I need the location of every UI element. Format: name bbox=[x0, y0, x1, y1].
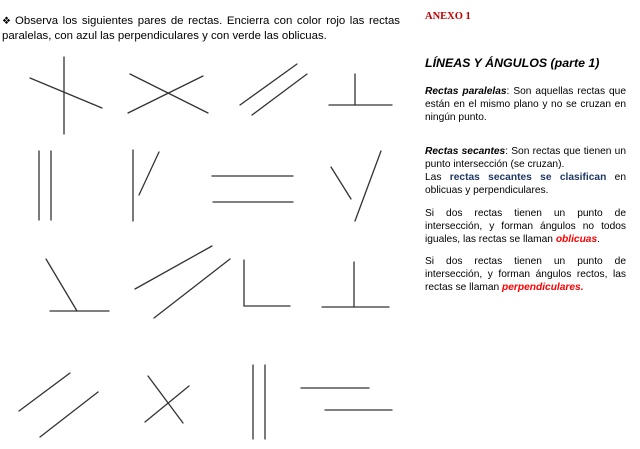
line bbox=[46, 259, 77, 311]
line-pair-12[interactable] bbox=[322, 262, 389, 307]
parallel-definition bbox=[425, 85, 626, 124]
page-title: LÍNEAS Y ÁNGULOS (parte 1) bbox=[425, 56, 600, 70]
perpendicular-text: Si dos rectas tienen un punto de intersección, y forman ángulos rectos, las rectas se llaman bbox=[425, 256, 626, 293]
line bbox=[145, 386, 189, 422]
line-pair-6[interactable] bbox=[133, 150, 159, 221]
line bbox=[355, 151, 381, 221]
line-pair-5[interactable] bbox=[39, 151, 51, 220]
oblique-end: . bbox=[597, 234, 600, 245]
parallel-term: Rectas paralelas bbox=[425, 86, 507, 97]
line-pair-14[interactable] bbox=[145, 376, 189, 423]
line-pair-2[interactable] bbox=[128, 74, 208, 113]
secant-text-post: en oblicuas y perpendiculares. bbox=[425, 172, 626, 196]
line-pair-10[interactable] bbox=[135, 246, 230, 318]
line-pair-8[interactable] bbox=[331, 151, 381, 221]
line bbox=[40, 392, 98, 437]
line-pair-4[interactable] bbox=[329, 74, 392, 105]
parallel-text: : Son aquellas rectas que están en el mismo plano y no se cruzan en ningún punto. bbox=[425, 86, 627, 123]
line-pair-9[interactable] bbox=[46, 259, 109, 311]
line bbox=[252, 74, 307, 115]
secant-text: : Son rectas que tienen un punto intersección (se cruzan). bbox=[425, 146, 627, 170]
line-pair-3[interactable] bbox=[240, 64, 307, 115]
secant-definition bbox=[425, 145, 626, 197]
line bbox=[128, 76, 203, 113]
annex-label: ANEXO 1 bbox=[425, 11, 471, 22]
line-pair-13[interactable] bbox=[19, 373, 98, 437]
line-pair-1[interactable] bbox=[30, 57, 102, 134]
line bbox=[331, 167, 351, 199]
oblique-definition bbox=[425, 207, 626, 246]
perpendicular-definition bbox=[425, 255, 626, 294]
secant-text-pre: Las bbox=[425, 172, 450, 183]
perpendicular-term: perpendiculares. bbox=[502, 282, 584, 293]
oblique-term: oblicuas bbox=[555, 234, 598, 245]
line bbox=[154, 259, 230, 318]
line bbox=[240, 64, 297, 105]
line-pair-15[interactable] bbox=[253, 365, 265, 439]
instructions-text: Observa los siguientes pares de rectas. Encierra con color rojo las rectas paralelas, con azul las perpendiculares y con verde las oblicuas. bbox=[2, 15, 400, 42]
secant-highlight: rectas secantes se clasifican bbox=[449, 172, 607, 183]
line bbox=[19, 373, 70, 411]
line-pair-11[interactable] bbox=[244, 260, 290, 306]
line-pair-7[interactable] bbox=[212, 176, 293, 202]
line bbox=[30, 78, 102, 108]
line bbox=[139, 152, 159, 195]
oblique-text: Si dos rectas tienen un punto de intersección, y forman ángulos no todos iguales, las rectas se llaman bbox=[425, 208, 626, 245]
diamond-bullet-icon: ❖ bbox=[2, 16, 11, 27]
secant-term: Rectas secantes bbox=[425, 146, 506, 157]
line-pair-16[interactable] bbox=[301, 388, 392, 410]
